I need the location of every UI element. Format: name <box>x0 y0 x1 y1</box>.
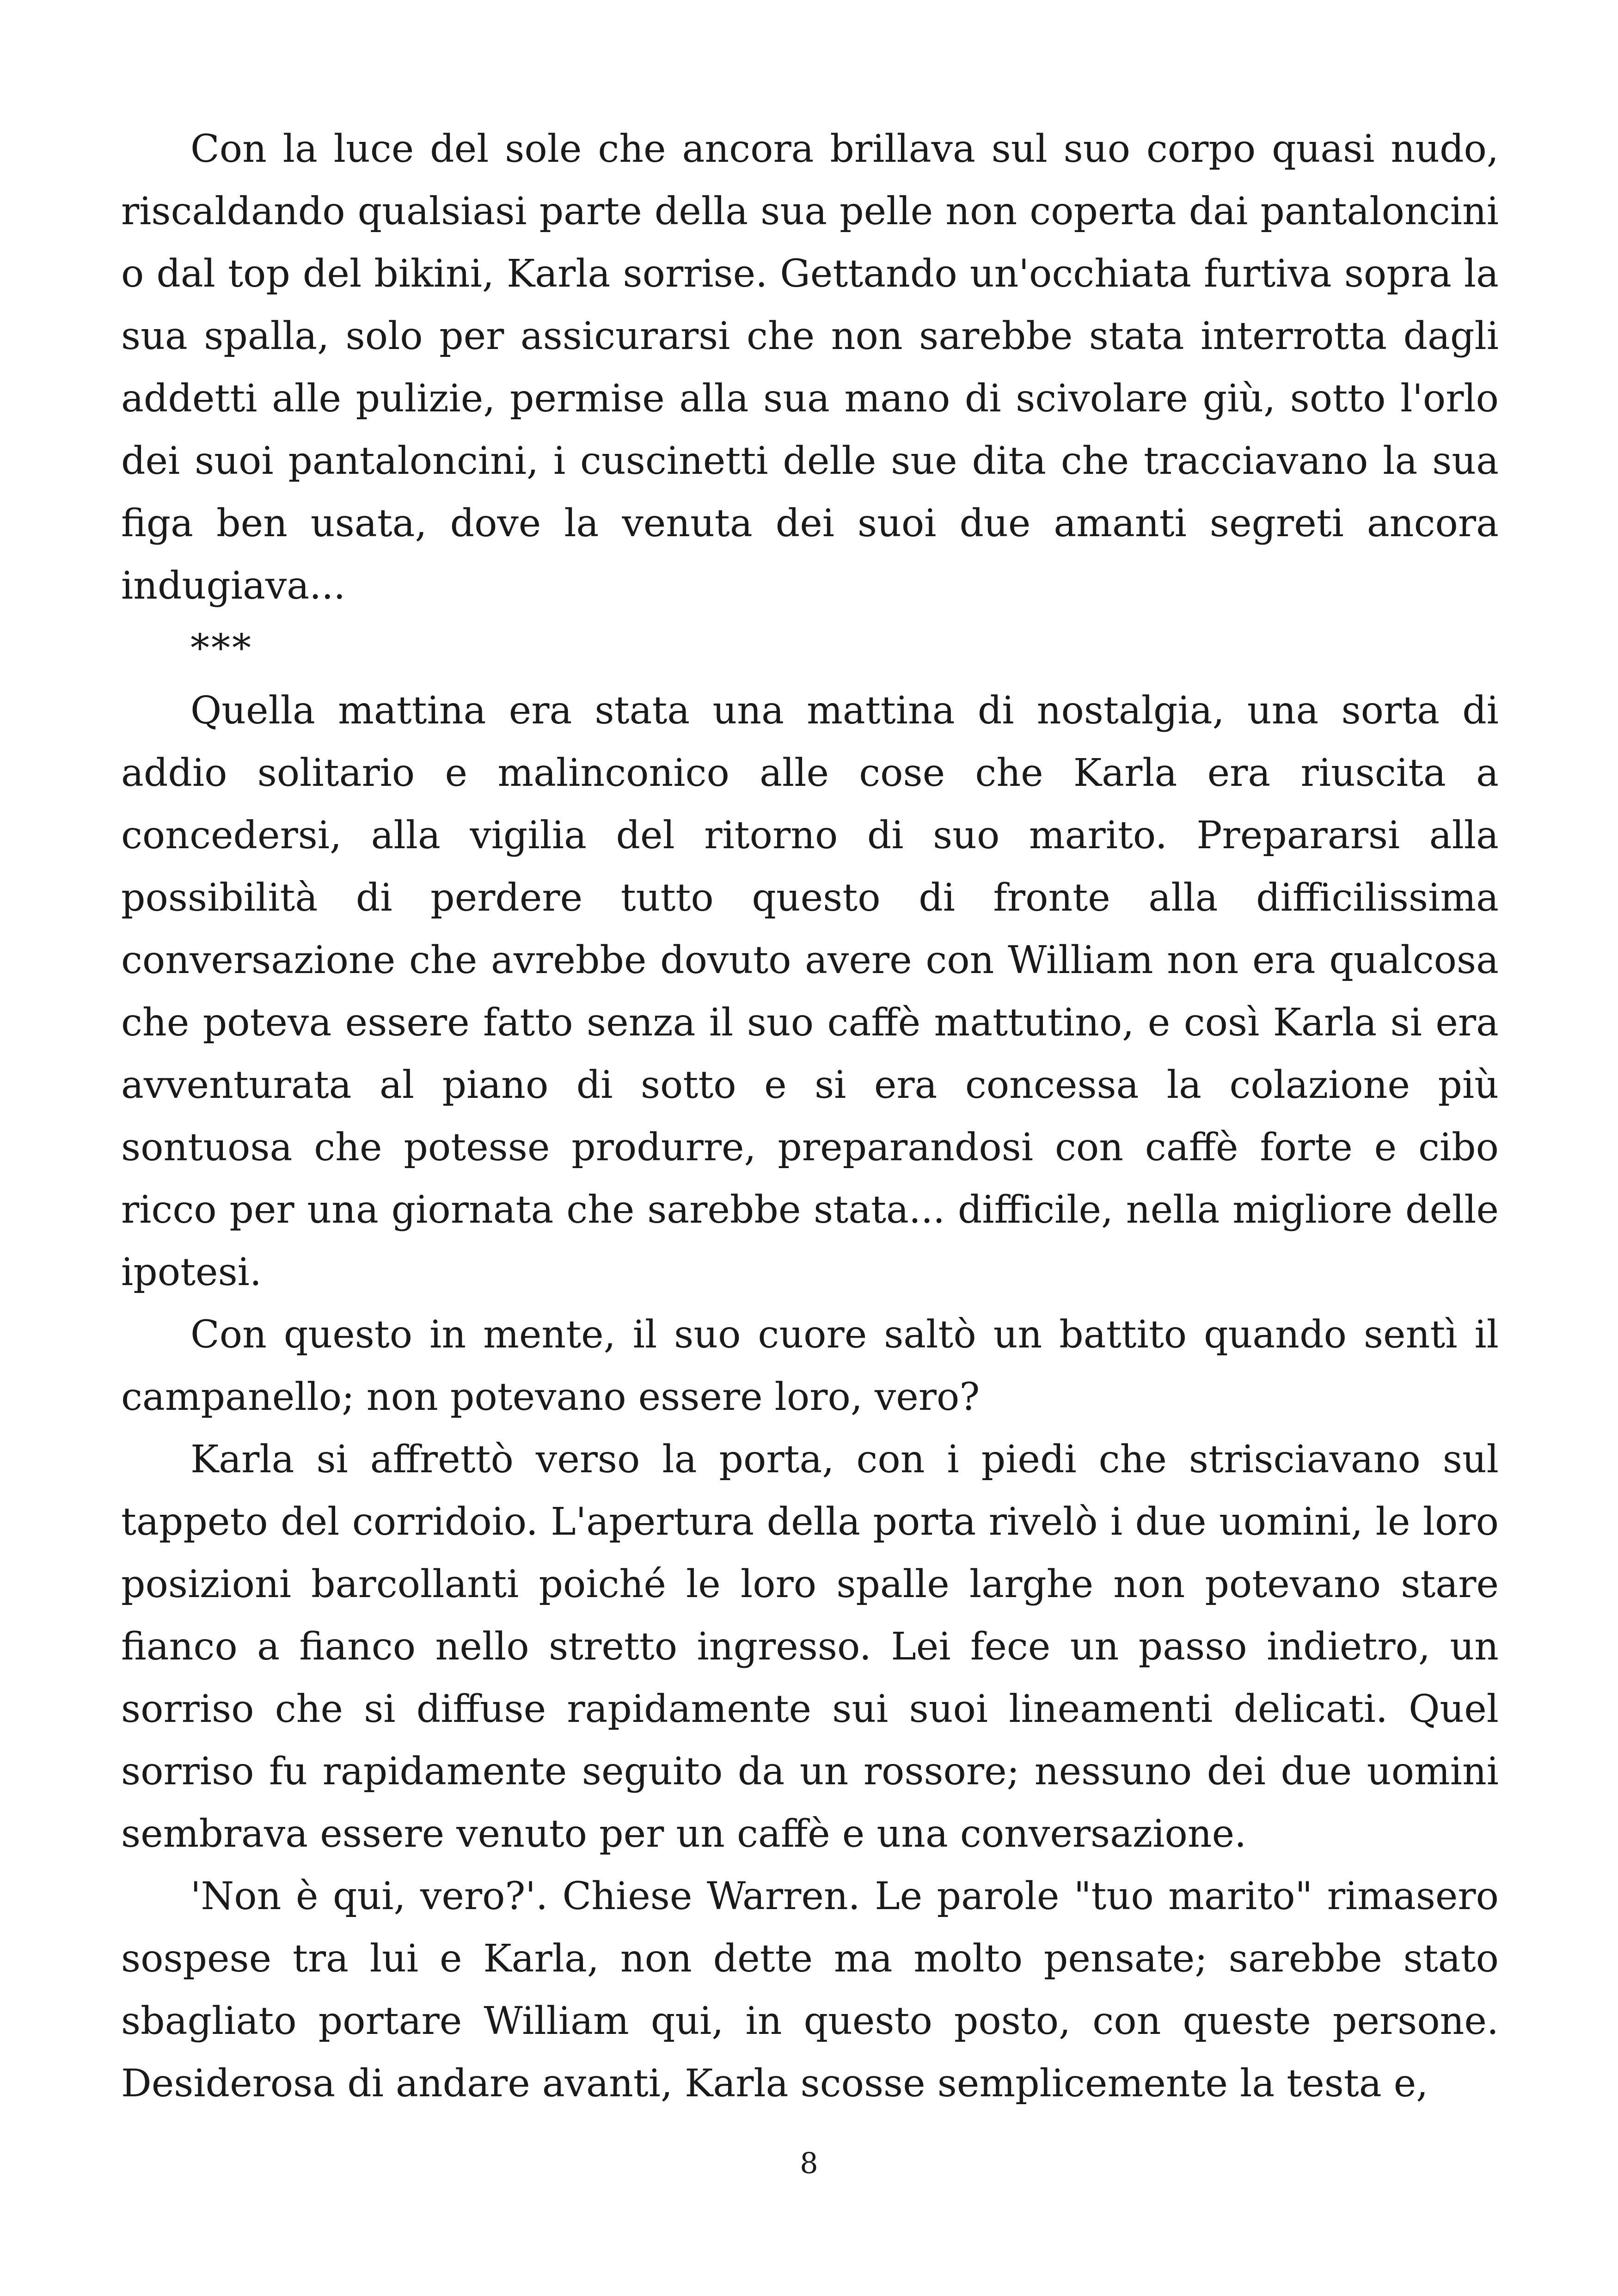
paragraph-1: Con la luce del sole che ancora brillava sul suo corpo quasi nudo, riscaldando qualsiasi parte della sua pelle non coperta dai pantaloncini o dal top del bikini, Karla sorrise. Gettando un'occhiata furtiva sopra la sua spalla, solo per assicurarsi che non sarebbe stata interrotta dagli addetti alle pulizie, permise alla sua mano di scivolare giù, sotto l'orlo dei suoi pantaloncini, i cuscinetti delle sue dita che tracciavano la sua figa ben usata, dove la venuta dei suoi due amanti segreti ancora indugiava... <box>121 127 1499 608</box>
paragraph-2: Quella mattina era stata una mattina di nostalgia, una sorta di addio solitario e malinconico alle cose che Karla era riuscita a concedersi, alla vigilia del ritorno di suo marito. Prepararsi alla possibilità di perdere tutto questo di fronte alla difficilissima conversazione che avrebbe dovuto avere con William non era qualcosa che poteva essere fatto senza il suo caffè mattutino, e così Karla si era avventurata al piano di sotto e si era concessa la colazione più sontuosa che potesse produrre, preparandosi con caffè forte e cibo ricco per una giornata che sarebbe stata... difficile, nella migliore delle ipotesi. <box>121 689 1499 1294</box>
paragraph-4: Karla si affrettò verso la porta, con i piedi che strisciavano sul tappeto del corridoio. L'apertura della porta rivelò i due uomini, le loro posizioni barcollanti poiché le loro spalle larghe non potevano stare fianco a fianco nello stretto ingresso. Lei fece un passo indietro, un sorriso che si diffuse rapidamente sui suoi lineamenti delicati. Quel sorriso fu rapidamente seguito da un rossore; nessuno dei due uomini sembrava essere venuto per un caffè e una conversazione. <box>121 1438 1499 1856</box>
paragraph-5: 'Non è qui, vero?'. Chiese Warren. Le parole "tuo marito" rimasero sospese tra lui e Karla, non dette ma molto pensate; sarebbe stato sbagliato portare William qui, in questo posto, con queste persone. Desiderosa di andare avanti, Karla scosse semplicemente la testa e, <box>121 1874 1499 2106</box>
page-body-text <box>121 118 1499 2115</box>
scene-break-separator: *** <box>190 626 253 670</box>
paragraph-3: Con questo in mente, il suo cuore saltò un battito quando sentì il campanello; non potevano essere loro, vero? <box>121 1313 1499 1419</box>
page-number: 8 <box>800 2146 818 2180</box>
